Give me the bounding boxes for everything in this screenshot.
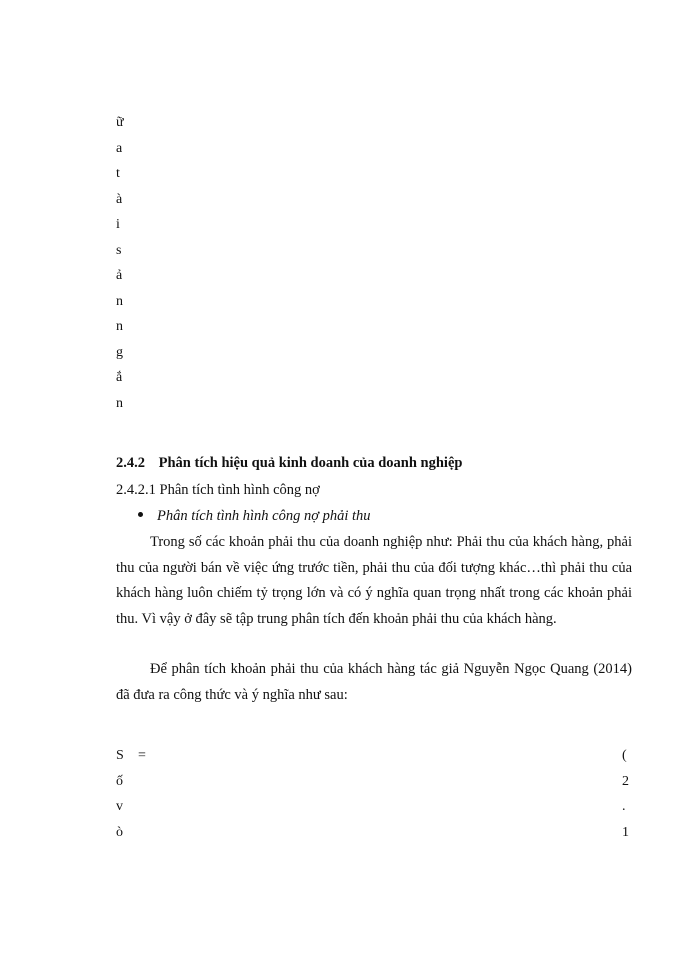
paragraph-formula-intro: Để phân tích khoản phải thu của khách hàng tác giả Nguyễn Ngọc Quang (2014) đã đưa ra công thức và ý nghĩa như sau:: [116, 661, 632, 703]
vertical-char: a: [116, 140, 123, 156]
vertical-char: n: [116, 293, 123, 309]
section-number: 2.4.2: [116, 455, 145, 471]
formula-right-char: 1: [622, 824, 629, 840]
formula-left-char: ò: [116, 824, 123, 840]
vertical-char: ả: [116, 268, 123, 283]
vertical-char: n: [116, 395, 123, 411]
formula-left-char: S: [116, 748, 124, 763]
vertical-char: ữ: [116, 115, 124, 130]
vertical-char: ắ: [116, 370, 123, 385]
section-title: Phân tích hiệu quả kinh doanh của doanh nghiệp: [158, 455, 463, 471]
formula-left-char: ố: [116, 773, 123, 789]
bullet-text: Phân tích tình hình công nợ phải thu: [157, 508, 371, 524]
subsection-heading: 2.4.2.1 Phân tích tình hình công nợ: [116, 482, 320, 498]
vertical-char: t: [116, 166, 120, 181]
section-heading: [116, 455, 462, 472]
vertical-char: n: [116, 319, 123, 334]
formula-right-char: 2: [622, 773, 629, 789]
vertical-char: s: [116, 242, 122, 258]
formula-right-char: (: [622, 748, 627, 763]
formula-equals: =: [138, 748, 146, 763]
vertical-char: à: [116, 191, 123, 207]
vertical-char: i: [116, 217, 120, 232]
paragraph-receivables: Trong số các khoản phải thu của doanh nghiệp như: Phải thu của khách hàng, phải thu của người bán về việc ứng trước tiền, phải thu của đối tượng khác…thì phải thu của khách hàng luôn chiếm tỷ trọng lớn và có ý nghĩa quan trọng nhất trong các khoản phải thu. Vì vậy ở đây sẽ tập trung phân tích đến khoản phải thu của khách hàng.: [116, 534, 632, 627]
bullet-item: [138, 508, 371, 525]
vertical-char: g: [116, 344, 123, 360]
formula-left-char: v: [116, 799, 123, 814]
formula-right-char: .: [622, 799, 626, 814]
bullet-dot-icon: [138, 512, 143, 517]
